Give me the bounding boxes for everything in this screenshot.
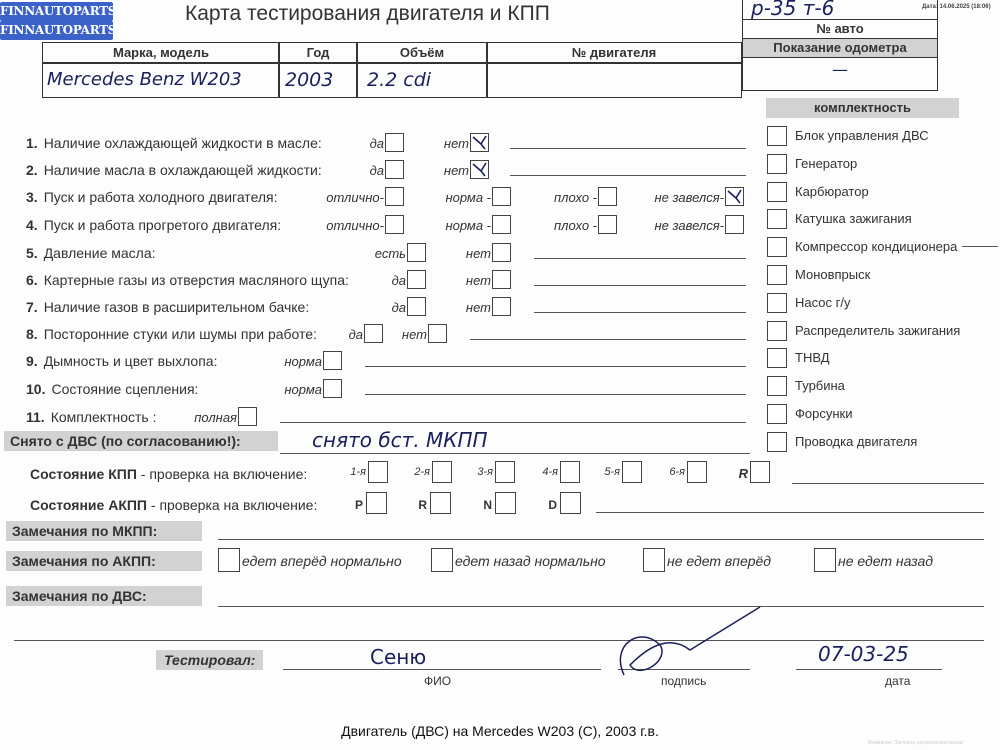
- checkbox[interactable]: [385, 187, 404, 206]
- question-5: [26, 245, 156, 261]
- gear-label: R: [738, 466, 748, 481]
- gear-checkbox[interactable]: [495, 461, 515, 483]
- date-caption: дата: [885, 674, 911, 688]
- question-notes-line[interactable]: [534, 312, 746, 313]
- date-value[interactable]: 07-03-25: [818, 642, 909, 666]
- kit-item-label: Насос г/у: [795, 294, 851, 310]
- question-notes-line[interactable]: [280, 422, 746, 423]
- auto-position-checkbox[interactable]: [560, 492, 581, 514]
- header-cell-year: [278, 42, 358, 64]
- auto-number-value: р-35 т-6: [751, 0, 835, 20]
- gear-label: 6-я: [669, 466, 685, 478]
- option-label: да: [369, 136, 384, 151]
- checkbox[interactable]: [385, 133, 404, 152]
- removed-label: Снято с ДВС (по согласованию!):: [4, 431, 278, 451]
- question-3: [26, 189, 278, 205]
- akpp-remark-checkbox[interactable]: [643, 548, 665, 572]
- option-label: норма: [284, 382, 322, 397]
- question-text: Наличие охлаждающей жидкости в масле:: [43, 135, 322, 151]
- akpp-remark-checkbox[interactable]: [218, 548, 240, 572]
- kit-item-label: Распределитель зажигания: [795, 322, 961, 338]
- checkbox[interactable]: [725, 215, 744, 234]
- auto-position-checkbox[interactable]: [430, 492, 451, 514]
- remarks-mkpp-line[interactable]: [218, 539, 984, 540]
- model-value: Mercedes Benz W203: [47, 69, 242, 90]
- option-label: не завелся-: [654, 218, 724, 233]
- option-label: норма -: [445, 218, 491, 233]
- option-label: нет: [443, 136, 469, 151]
- value-cell-engine-number[interactable]: [486, 62, 742, 98]
- signature-caption: подпись: [661, 674, 707, 688]
- manual-gearbox-label-bold: Состояние КПП: [30, 466, 137, 482]
- checkbox[interactable]: [428, 324, 447, 343]
- remarks-dvs-line-2[interactable]: [14, 640, 984, 641]
- question-number: 7.: [26, 299, 38, 315]
- question-text: Состояние сцепления:: [51, 381, 199, 397]
- brand-logo: FINNAUTOPARTS: [0, 2, 113, 21]
- auto-position-checkbox[interactable]: [366, 492, 387, 514]
- auto-position-label: P: [354, 498, 363, 512]
- question-1: [26, 135, 322, 151]
- auto-number-cell[interactable]: [742, 0, 938, 20]
- question-10: [26, 381, 198, 397]
- name-value[interactable]: Сеню: [370, 645, 427, 669]
- signature-mark[interactable]: [600, 605, 780, 685]
- option-label: отлично-: [326, 218, 384, 233]
- gear-checkbox[interactable]: [368, 461, 388, 483]
- option-label: нет: [401, 327, 427, 342]
- checkbox[interactable]: [323, 379, 342, 398]
- gear-checkbox[interactable]: [687, 461, 707, 483]
- kit-checkbox[interactable]: [767, 348, 787, 368]
- brand-logo-secondary: FINNAUTOPARTS: [0, 21, 113, 40]
- checkbox[interactable]: [407, 243, 426, 262]
- question-text: Дымность и цвет выхлопа:: [43, 353, 218, 369]
- question-notes-line[interactable]: [365, 366, 746, 367]
- kit-checkbox[interactable]: [767, 154, 787, 174]
- question-notes-line[interactable]: [470, 339, 746, 340]
- checkbox-checked[interactable]: [470, 160, 489, 179]
- manual-gearbox-label: [30, 466, 307, 482]
- akpp-remark-label: едет назад нормально: [455, 553, 606, 569]
- value-cell-model[interactable]: [42, 62, 280, 98]
- akpp-remark-label: едет вперёд нормально: [242, 553, 402, 569]
- watermark: Внимание! Запчасть разукомплектована!: [868, 740, 964, 746]
- column-header-year: Год: [306, 45, 330, 60]
- checkbox[interactable]: [492, 187, 511, 206]
- auto-number-label: № авто: [816, 21, 864, 36]
- header-cell-engine-number: [486, 42, 742, 64]
- auto-position-label: R: [418, 498, 427, 512]
- question-11: [26, 409, 157, 425]
- kit-item-label: Компрессор кондиционера: [795, 239, 958, 255]
- checkbox[interactable]: [323, 351, 342, 370]
- auto-gearbox-label: [30, 497, 317, 513]
- kit-checkbox[interactable]: [767, 404, 787, 424]
- auto-gearbox-notes-line: [596, 512, 984, 513]
- question-number: 1.: [26, 135, 38, 151]
- gear-checkbox[interactable]: [432, 461, 452, 483]
- checkbox[interactable]: [385, 160, 404, 179]
- option-label: норма -: [445, 190, 491, 205]
- removed-line: [280, 453, 750, 454]
- question-text: Наличие газов в расширительном бачке:: [43, 299, 310, 315]
- question-number: 3.: [26, 189, 38, 205]
- date-stamp: Дата: 14.06.2025 (18:06): [922, 4, 991, 10]
- date-line: [796, 669, 942, 670]
- value-cell-volume[interactable]: [356, 62, 488, 98]
- check-mark-icon: [471, 161, 488, 178]
- odometer-value: —: [832, 60, 848, 79]
- auto-position-label: D: [548, 498, 557, 512]
- kit-checkbox[interactable]: [767, 209, 787, 229]
- question-notes-line[interactable]: [365, 394, 746, 395]
- question-text: Картерные газы из отверстия масляного щупа:: [43, 272, 349, 288]
- year-value: 2003: [285, 69, 334, 91]
- kit-checkbox[interactable]: [767, 376, 787, 396]
- question-text: Давление масла:: [43, 245, 156, 261]
- checkbox[interactable]: [492, 297, 511, 316]
- gear-label: 4-я: [542, 466, 558, 478]
- checkbox[interactable]: [492, 215, 511, 234]
- option-label: да: [348, 327, 363, 342]
- option-label: нет: [465, 273, 491, 288]
- checkbox[interactable]: [407, 297, 426, 316]
- gear-checkbox[interactable]: [622, 461, 642, 483]
- name-line: [283, 669, 601, 670]
- remarks-akpp-label: Замечания по АКПП:: [6, 551, 202, 571]
- kit-checkbox[interactable]: [767, 265, 787, 285]
- column-header-engine-number: № двигателя: [571, 45, 657, 60]
- kit-item-label: Катушка зажигания: [795, 211, 912, 227]
- question-number: 2.: [26, 162, 38, 178]
- option-label: плохо -: [554, 190, 597, 205]
- header-cell-volume: [356, 42, 488, 64]
- question-number: 10.: [26, 381, 46, 397]
- question-text: Комплектность :: [50, 409, 157, 425]
- auto-gearbox-label-rest: - проверка на включение:: [147, 497, 318, 513]
- kit-item-label: ТНВД: [795, 350, 830, 366]
- question-8: [26, 326, 317, 342]
- kit-item-label: Моновпрыск: [795, 267, 871, 282]
- gear-label: 5-я: [604, 466, 620, 478]
- name-caption: ФИО: [424, 674, 452, 688]
- kit-extra-line: [962, 246, 998, 247]
- kit-checkbox[interactable]: [767, 182, 787, 202]
- question-2: [26, 162, 322, 178]
- column-header-volume: Объём: [399, 45, 445, 60]
- checkbox[interactable]: [407, 270, 426, 289]
- removed-value[interactable]: снято бст. МКПП: [312, 428, 488, 452]
- akpp-remark-checkbox[interactable]: [431, 548, 453, 572]
- option-label: не завелся-: [654, 190, 724, 205]
- kit-item-label: Генератор: [795, 155, 858, 171]
- option-label: да: [391, 300, 406, 315]
- question-notes-line[interactable]: [510, 148, 746, 149]
- kit-checkbox[interactable]: [767, 321, 787, 341]
- question-text: Пуск и работа прогретого двигателя:: [43, 217, 282, 233]
- kit-checkbox[interactable]: [767, 126, 787, 146]
- akpp-remark-label: не едет назад: [838, 553, 933, 569]
- checkbox[interactable]: [492, 270, 511, 289]
- question-9: [26, 353, 217, 369]
- odometer-value-cell[interactable]: [742, 57, 938, 91]
- kit-item-label: Карбюратор: [795, 183, 869, 199]
- kit-checkbox[interactable]: [767, 293, 787, 313]
- kit-item-label: Проводка двигателя: [795, 433, 918, 449]
- gear-label: 3-я: [477, 466, 493, 478]
- gear-checkbox[interactable]: [560, 461, 580, 483]
- option-label: нет: [465, 300, 491, 315]
- auto-position-label: N: [483, 498, 492, 512]
- page-caption: Двигатель (ДВС) на Mercedes W203 (C), 2003 г.в.: [341, 723, 659, 739]
- question-6: [26, 272, 349, 288]
- checkbox[interactable]: [492, 243, 511, 262]
- option-label: нет: [443, 163, 469, 178]
- checkbox-checked[interactable]: [470, 133, 489, 152]
- kit-checkbox[interactable]: [767, 432, 787, 452]
- kit-checkbox[interactable]: [767, 237, 787, 257]
- check-mark-icon: [471, 134, 488, 151]
- question-text: Наличие масла в охлаждающей жидкости:: [43, 162, 322, 178]
- checkbox-checked[interactable]: [725, 187, 744, 206]
- question-number: 5.: [26, 245, 38, 261]
- question-number: 9.: [26, 353, 38, 369]
- volume-value: 2.2 cdi: [367, 69, 432, 91]
- header-cell-model: [42, 42, 280, 64]
- question-number: 11.: [26, 409, 45, 425]
- manual-gearbox-notes-line: [792, 483, 984, 484]
- question-notes-line[interactable]: [510, 175, 746, 176]
- option-label: отлично-: [326, 190, 384, 205]
- auto-position-checkbox[interactable]: [495, 492, 516, 514]
- option-label: полная: [194, 410, 237, 425]
- option-label: нет: [465, 246, 491, 261]
- odometer-label-cell: [742, 38, 938, 58]
- checkbox[interactable]: [385, 215, 404, 234]
- checkbox[interactable]: [238, 407, 257, 426]
- akpp-remark-checkbox[interactable]: [814, 548, 836, 572]
- checkbox[interactable]: [598, 215, 617, 234]
- check-mark-icon: [726, 188, 743, 205]
- gear-label: 2-я: [414, 466, 430, 478]
- kit-item-label: Турбина: [795, 378, 845, 394]
- gear-label: 1-я: [350, 466, 366, 478]
- question-notes-line[interactable]: [534, 285, 746, 286]
- remarks-mkpp-label: Замечания по МКПП:: [6, 521, 202, 541]
- question-text: Посторонние стуки или шумы при работе:: [43, 326, 317, 342]
- odometer-label: Показание одометра: [773, 40, 907, 55]
- kit-title: комплектность: [766, 98, 959, 118]
- gear-checkbox[interactable]: [750, 461, 770, 483]
- option-label: плохо -: [554, 218, 597, 233]
- checkbox[interactable]: [364, 324, 383, 343]
- page-title: Карта тестирования двигателя и КПП: [185, 2, 550, 25]
- option-label: норма: [284, 354, 322, 369]
- remarks-dvs-label: Замечания по ДВС:: [6, 586, 202, 606]
- option-label: да: [391, 273, 406, 288]
- checkbox[interactable]: [598, 187, 617, 206]
- akpp-remark-label: не едет вперёд: [667, 553, 772, 569]
- question-number: 6.: [26, 272, 38, 288]
- question-notes-line[interactable]: [534, 258, 746, 259]
- kit-item-label: Блок управления ДВС: [795, 128, 929, 143]
- question-4: [26, 217, 281, 233]
- kit-item-label: Форсунки: [795, 406, 853, 421]
- option-label: есть: [374, 246, 406, 261]
- column-header-model: Марка, модель: [112, 45, 210, 60]
- auto-gearbox-label-bold: Состояние АКПП: [30, 497, 147, 513]
- question-number: 4.: [26, 217, 38, 233]
- tested-by-label: Тестировал:: [156, 650, 263, 670]
- option-label: да: [369, 163, 384, 178]
- auto-number-label-cell: [742, 19, 938, 39]
- question-number: 8.: [26, 326, 38, 342]
- value-cell-year[interactable]: [278, 62, 358, 98]
- question-text: Пуск и работа холодного двигателя:: [43, 189, 278, 205]
- question-7: [26, 299, 309, 315]
- manual-gearbox-label-rest: - проверка на включение:: [136, 466, 308, 482]
